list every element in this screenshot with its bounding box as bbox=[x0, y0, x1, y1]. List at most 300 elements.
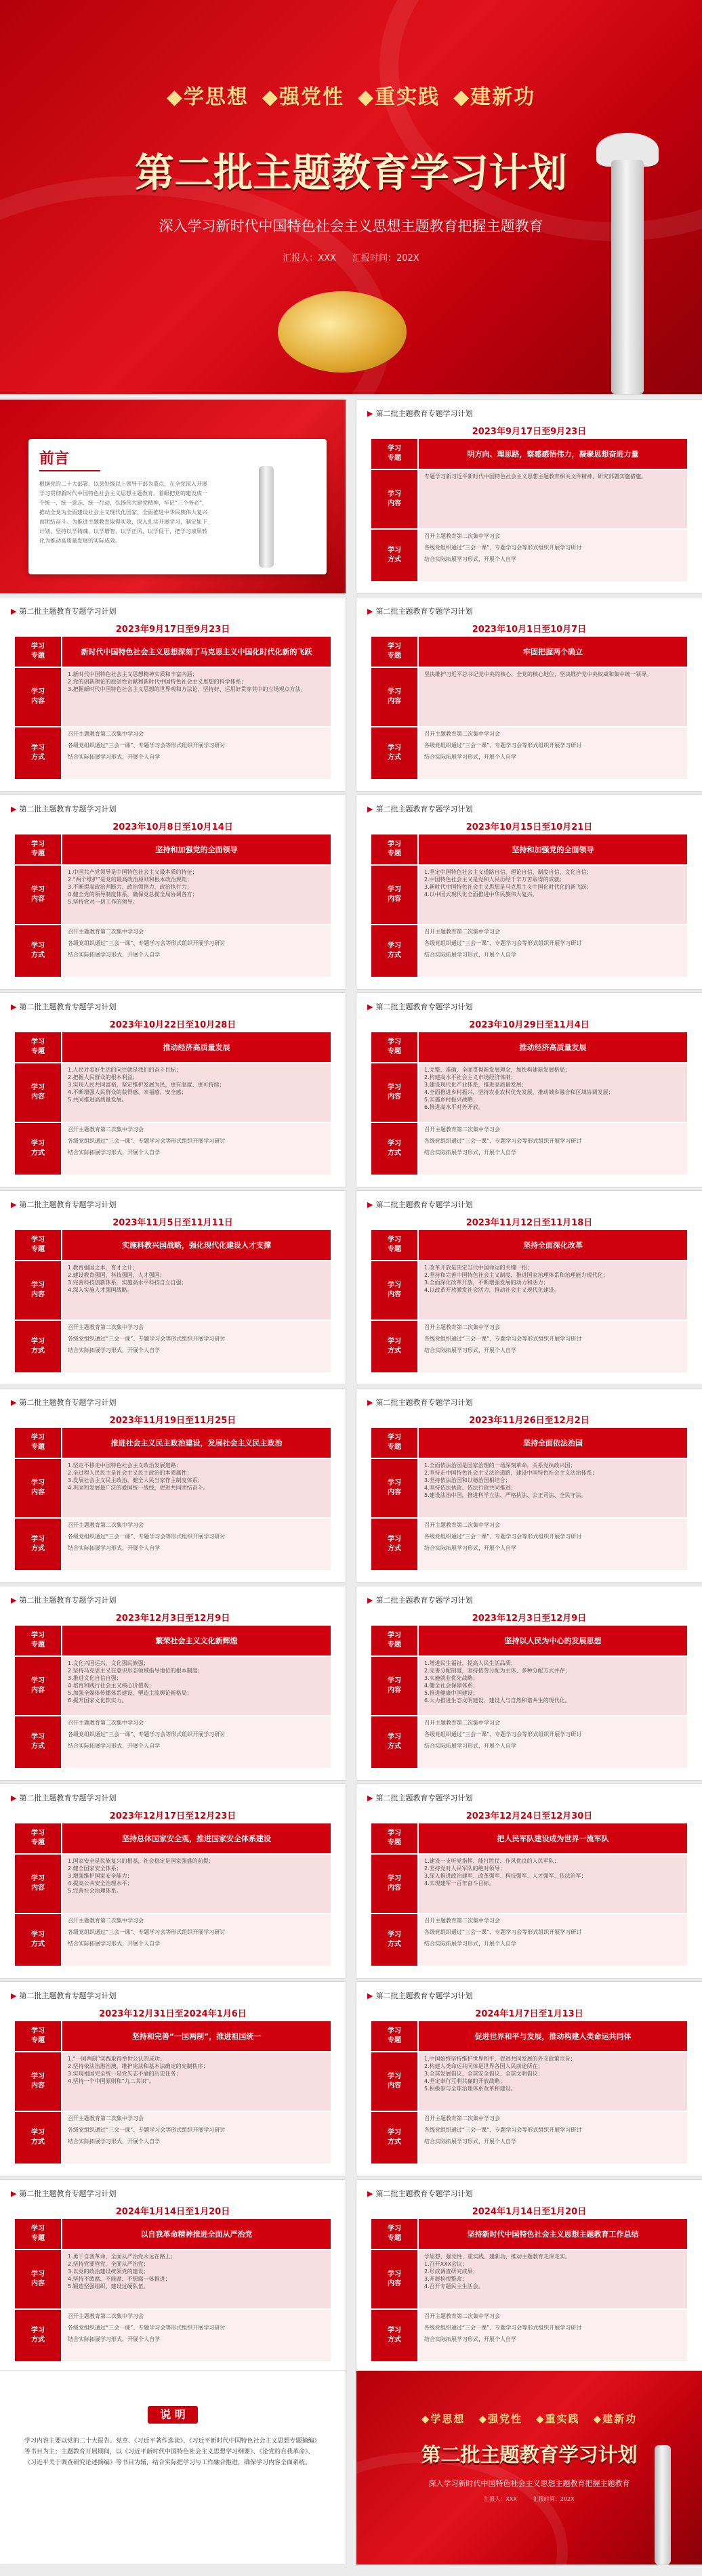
triangle-icon: ▶ bbox=[367, 1991, 373, 2000]
schedule-slide[interactable] bbox=[0, 993, 346, 1187]
content-text: 1.文化兴国运兴，文化强民族强； 2.坚持马克思主义在意识形态领域指导地位的根本制度； 3.推进文化自信自强； 4.培育和践行社会主义核心价值观； 5.加强全媒体传播体系建设，塑造主流舆论新格局； 6.提升国家文化软实力。 bbox=[62, 1657, 331, 1715]
topic-row bbox=[371, 1823, 687, 1853]
topic-label: 学习 专题 bbox=[15, 1626, 61, 1655]
content-label: 学习 内容 bbox=[15, 1459, 61, 1517]
method-label: 学习 方式 bbox=[15, 2310, 61, 2361]
date-range: 2023年12月3日至12月9日 bbox=[115, 1613, 230, 1624]
content-row bbox=[371, 2052, 687, 2111]
method-text bbox=[419, 1914, 687, 1966]
method-line: 结合实际拓展学习形式，开展个人自学 bbox=[424, 1149, 516, 1156]
method-row bbox=[15, 1321, 331, 1372]
slide-header: ▶ 第二批主题教育专题学习计划 bbox=[367, 1596, 473, 1605]
date-range: 2023年10月1日至10月7日 bbox=[472, 625, 587, 635]
topic-row bbox=[15, 1626, 331, 1655]
date-range: 2024年1月14日至1月20日 bbox=[115, 2207, 230, 2217]
method-row bbox=[371, 1123, 687, 1175]
topic-text: 新时代中国特色社会主义思想深刻了马克思主义中国化时代化新的飞跃 bbox=[62, 637, 331, 667]
divider bbox=[39, 470, 100, 471]
content-text: 1.坚定不移走中国特色社会主义政治发展道路； 2.全过程人民民主是社会主义民主政治的本质属性； 3.发展社会主义民主政治，健全人民当家作主制度体系； 4.巩固和发展最广泛的爱国统一战线，促进共同团结奋斗。 bbox=[62, 1459, 331, 1517]
method-label: 学习 方式 bbox=[15, 727, 61, 779]
date-range: 2023年12月17日至12月23日 bbox=[109, 1811, 236, 1821]
topic-text: 推动经济高质量发展 bbox=[419, 1032, 687, 1062]
preface-slide[interactable] bbox=[0, 400, 346, 593]
method-label: 学习 方式 bbox=[371, 2310, 417, 2361]
content-row bbox=[15, 1063, 331, 1122]
method-line: 结合实际拓展学习形式，开展个人自学 bbox=[424, 1941, 516, 1947]
slide-header: ▶ 第二批主题教育专题学习计划 bbox=[367, 1002, 473, 1011]
method-line: 各级党组织通过“三会一课”、专题学习会等形式组织开展学习研讨 bbox=[424, 2127, 582, 2133]
cover-meta bbox=[0, 251, 702, 263]
topic-row bbox=[371, 2021, 687, 2051]
method-row bbox=[15, 1914, 331, 1966]
topic-label: 学习 专题 bbox=[15, 2219, 61, 2249]
topic-label: 学习 专题 bbox=[371, 835, 417, 864]
triangle-icon: ▶ bbox=[367, 2189, 373, 2198]
method-line: 召开主题教育第二次集中学习会 bbox=[424, 1522, 500, 1528]
slide-header: ▶ 第二批主题教育专题学习计划 bbox=[11, 1200, 117, 1209]
topic-text: 坚持总体国家安全观，推进国家安全体系建设 bbox=[62, 1823, 331, 1853]
decor-wave bbox=[356, 2452, 568, 2564]
method-line: 召开主题教育第二次集中学习会 bbox=[424, 2115, 500, 2121]
date-range: 2023年12月31日至2024年1月6日 bbox=[99, 2009, 247, 2019]
triangle-icon: ▶ bbox=[11, 2189, 17, 2198]
topic-row bbox=[15, 1428, 331, 1458]
closing-subtitle: 深入学习新时代中国特色社会主义思想主题教育把握主题教育 bbox=[428, 2479, 630, 2488]
schedule-slide[interactable] bbox=[356, 1784, 702, 1978]
method-line: 各级党组织通过“三会一课”、专题学习会等形式组织开展学习研讨 bbox=[424, 940, 582, 946]
topic-row bbox=[15, 835, 331, 864]
triangle-icon: ▶ bbox=[367, 1398, 373, 1407]
pillar-icon bbox=[259, 466, 274, 568]
content-row bbox=[371, 2250, 687, 2308]
slide-header: ▶ 第二批主题教育专题学习计划 bbox=[11, 2189, 117, 2198]
content-label: 学习 内容 bbox=[371, 866, 417, 924]
method-line: 结合实际拓展学习形式，开展个人自学 bbox=[424, 952, 516, 958]
pillar-icon bbox=[655, 2445, 671, 2564]
method-label: 学习 方式 bbox=[371, 1123, 417, 1175]
method-line: 召开主题教育第二次集中学习会 bbox=[68, 2115, 144, 2121]
method-line: 结合实际拓展学习形式，开展个人自学 bbox=[424, 556, 516, 562]
method-line: 召开主题教育第二次集中学习会 bbox=[424, 929, 500, 935]
method-text bbox=[419, 1519, 687, 1570]
method-label: 学习 方式 bbox=[15, 1914, 61, 1966]
topic-label: 学习 专题 bbox=[371, 1823, 417, 1853]
method-text bbox=[419, 1123, 687, 1175]
content-text: 1.完整、准确、全面贯彻新发展理念，加快构建新发展格局； 2.构建高水平社会主义市场经济体制； 3.建设现代化产业体系，推进高质量发展； 4.全面推进乡村振兴，坚持农业农村优先发展，推动城乡融合和区域协调发展； 5.实施乡村振兴战略； 6.推进高水平对外开放。 bbox=[419, 1063, 687, 1122]
content-text: 1.“一国两制”实践取得举世公认的成功； 2.坚持依法治港治澳，维护宪法和基本法确定的宪制秩序； 3.实现祖国完全统一是党矢志不渝的历史任务； 4.坚持一个中国原则和“九二共识”。 bbox=[62, 2052, 331, 2111]
content-text: 1.教育强国之本，育才之计； 2.建设教育强国、科技强国、人才强国； 3.完善科技创新体系，实施高水平科技自立自强； 4.深入实施人才强国战略。 bbox=[62, 1261, 331, 1319]
triangle-icon: ▶ bbox=[367, 409, 373, 418]
triangle-icon: ▶ bbox=[367, 1794, 373, 1802]
schedule-slide[interactable] bbox=[356, 400, 702, 593]
method-row bbox=[371, 727, 687, 779]
method-label: 学习 方式 bbox=[15, 2112, 61, 2163]
content-label: 学习 内容 bbox=[371, 470, 417, 528]
method-text bbox=[419, 530, 687, 581]
method-line: 各级党组织通过“三会一课”、专题学习会等形式组织开展学习研讨 bbox=[68, 1336, 226, 1342]
method-label: 学习 方式 bbox=[371, 2112, 417, 2163]
date-range: 2023年11月12日至11月18日 bbox=[466, 1218, 593, 1228]
schedule-slide[interactable] bbox=[356, 2180, 702, 2373]
topic-text: 坚持全面依法治国 bbox=[419, 1428, 687, 1458]
slide-header: ▶ 第二批主题教育专题学习计划 bbox=[367, 1398, 473, 1407]
closing-slide[interactable] bbox=[356, 2371, 702, 2564]
topic-row bbox=[371, 1428, 687, 1458]
slide-header: ▶ 第二批主题教育专题学习计划 bbox=[367, 805, 473, 814]
method-text bbox=[62, 1321, 331, 1372]
date-range: 2023年10月29日至11月4日 bbox=[469, 1020, 590, 1030]
content-label: 学习 内容 bbox=[15, 2250, 61, 2308]
schedule-slide[interactable] bbox=[356, 1586, 702, 1780]
topic-text: 以自我革命精神推进全面从严治党 bbox=[62, 2219, 331, 2249]
content-text: 1.勇于自我革命，全面从严治党永远在路上； 2.坚持党要管党、全面从严治党； 3.以党的政治建设统领党的建设； 4.坚持不敢腐、不能腐、不想腐一体推进； 5.锻造坚强组织，建设过硬队伍。 bbox=[62, 2250, 331, 2308]
slide-header: ▶ 第二批主题教育专题学习计划 bbox=[367, 409, 473, 418]
closing-slogans: ◆学思想 ◆强党性 ◆重实践 ◆建新功 bbox=[421, 2413, 638, 2425]
date-range: 2023年9月17日至9月23日 bbox=[472, 427, 587, 437]
schedule-slide[interactable] bbox=[0, 1982, 346, 2176]
method-text bbox=[62, 2112, 331, 2163]
method-line: 召开主题教育第二次集中学习会 bbox=[68, 1522, 144, 1528]
content-label: 学习 内容 bbox=[15, 1261, 61, 1319]
method-line: 召开主题教育第二次集中学习会 bbox=[424, 533, 500, 539]
method-line: 结合实际拓展学习形式，开展个人自学 bbox=[424, 754, 516, 760]
topic-text: 推进社会主义民主政治建设，发展社会主义民主政治 bbox=[62, 1428, 331, 1458]
date-range: 2023年12月3日至12月9日 bbox=[472, 1613, 587, 1624]
method-row bbox=[371, 2310, 687, 2361]
content-row bbox=[15, 2052, 331, 2111]
content-row bbox=[371, 1855, 687, 1913]
method-label: 学习 方式 bbox=[15, 1716, 61, 1768]
method-row bbox=[371, 1321, 687, 1372]
method-text bbox=[419, 727, 687, 779]
triangle-icon: ▶ bbox=[367, 1002, 373, 1011]
content-row bbox=[371, 1459, 687, 1517]
topic-row bbox=[371, 439, 687, 469]
method-line: 结合实际拓展学习形式，开展个人自学 bbox=[68, 1545, 160, 1551]
topic-label: 学习 专题 bbox=[371, 439, 417, 469]
date-range: 2023年11月19日至11月25日 bbox=[109, 1416, 236, 1426]
slide-header: ▶ 第二批主题教育专题学习计划 bbox=[367, 2189, 473, 2198]
triangle-icon: ▶ bbox=[367, 1596, 373, 1605]
method-line: 召开主题教育第二次集中学习会 bbox=[68, 1720, 144, 1726]
topic-label: 学习 专题 bbox=[15, 1230, 61, 1260]
topic-row bbox=[371, 1626, 687, 1655]
method-line: 结合实际拓展学习形式，开展个人自学 bbox=[424, 2336, 516, 2342]
note-slide[interactable] bbox=[0, 2371, 346, 2564]
topic-row bbox=[371, 1230, 687, 1260]
date-range: 2023年10月15日至10月21日 bbox=[466, 822, 593, 832]
topic-text: 明方向、理思路，察感感悟伟力，凝聚思想奋进力量 bbox=[419, 439, 687, 469]
method-row bbox=[371, 1914, 687, 1966]
content-label: 学习 内容 bbox=[15, 866, 61, 924]
method-row bbox=[371, 925, 687, 977]
topic-text: 繁荣社会主义文化新辉煌 bbox=[62, 1626, 331, 1655]
method-line: 各级党组织通过“三会一课”、专题学习会等形式组织开展学习研讨 bbox=[424, 1731, 582, 1737]
method-line: 各级党组织通过“三会一课”、专题学习会等形式组织开展学习研讨 bbox=[424, 1336, 582, 1342]
method-label: 学习 方式 bbox=[15, 1123, 61, 1175]
cover-slide[interactable] bbox=[0, 0, 702, 394]
slide-header: ▶ 第二批主题教育专题学习计划 bbox=[367, 607, 473, 616]
preface-card bbox=[28, 439, 327, 574]
schedule-slide[interactable] bbox=[356, 597, 702, 791]
schedule-slide[interactable] bbox=[0, 597, 346, 791]
method-line: 结合实际拓展学习形式，开展个人自学 bbox=[424, 2138, 516, 2145]
triangle-icon: ▶ bbox=[367, 805, 373, 814]
schedule-slide[interactable] bbox=[0, 1191, 346, 1385]
topic-label: 学习 专题 bbox=[371, 1626, 417, 1655]
method-line: 召开主题教育第二次集中学习会 bbox=[68, 1324, 144, 1330]
topic-label: 学习 专题 bbox=[371, 1230, 417, 1260]
method-line: 各级党组织通过“三会一课”、专题学习会等形式组织开展学习研讨 bbox=[424, 545, 582, 551]
content-row bbox=[15, 2250, 331, 2308]
method-text bbox=[62, 2310, 331, 2361]
date-range: 2023年11月5日至11月11日 bbox=[112, 1218, 233, 1228]
topic-text: 实施科教兴国战略，强化现代化建设人才支撑 bbox=[62, 1230, 331, 1260]
triangle-icon: ▶ bbox=[11, 607, 17, 616]
topic-text: 坚持和完善“一国两制”，推进祖国统一 bbox=[62, 2021, 331, 2051]
method-line: 结合实际拓展学习形式，开展个人自学 bbox=[424, 1347, 516, 1353]
method-line: 结合实际拓展学习形式，开展个人自学 bbox=[68, 754, 160, 760]
schedule-slide[interactable] bbox=[356, 1389, 702, 1582]
content-row bbox=[15, 866, 331, 924]
topic-row bbox=[15, 2219, 331, 2249]
method-text bbox=[419, 2112, 687, 2163]
method-line: 结合实际拓展学习形式，开展个人自学 bbox=[68, 952, 160, 958]
content-row bbox=[371, 1261, 687, 1319]
topic-row bbox=[15, 1230, 331, 1260]
topic-row bbox=[371, 637, 687, 667]
method-label: 学习 方式 bbox=[371, 1716, 417, 1768]
method-row bbox=[15, 925, 331, 977]
triangle-icon: ▶ bbox=[11, 1002, 17, 1011]
method-line: 各级党组织通过“三会一课”、专题学习会等形式组织开展学习研讨 bbox=[424, 742, 582, 748]
schedule-slide[interactable] bbox=[0, 2180, 346, 2373]
topic-text: 坚持全面深化改革 bbox=[419, 1230, 687, 1260]
method-line: 各级党组织通过“三会一课”、专题学习会等形式组织开展学习研讨 bbox=[68, 1534, 226, 1540]
content-text: 1.中国共产党领导是中国特色社会主义最本质的特征； 2.“两个维护”是党的最高政治原则和根本政治规矩； 3.不断提高政治判断力、政治领悟力、政治执行力； 4.健全党的领导制度体系，确保党总揽全局协调各方； 5.坚持党对一切工作的领导。 bbox=[62, 866, 331, 924]
method-line: 召开主题教育第二次集中学习会 bbox=[68, 731, 144, 737]
topic-text: 坚持新时代中国特色社会主义思想主题教育工作总结 bbox=[419, 2219, 687, 2249]
content-label: 学习 内容 bbox=[371, 1459, 417, 1517]
topic-text: 促进世界和平与发展，推动构建人类命运共同体 bbox=[419, 2021, 687, 2051]
topic-row bbox=[15, 637, 331, 667]
note-text: 学习内容主要以党的二十大报告、党章、《习近平著作选读》、《习近平新时代中国特色社会主义思想专题摘编》等书目为主；主题教育开展期间，以《习近平新时代中国特色社会主义思想学习纲要》、《论党的自我革命》、《习近平关于调查研究论述摘编》等书目为辅，结合实际把学习与工作融合推进，确保学习内容全面系统。 bbox=[24, 2438, 321, 2466]
content-row bbox=[15, 1855, 331, 1913]
schedule-slide[interactable] bbox=[0, 1784, 346, 1978]
topic-label: 学习 专题 bbox=[371, 2219, 417, 2249]
topic-row bbox=[371, 2219, 687, 2249]
note-title: 说 明 bbox=[148, 2406, 198, 2424]
method-line: 召开主题教育第二次集中学习会 bbox=[68, 2313, 144, 2319]
method-line: 结合实际拓展学习形式，开展个人自学 bbox=[68, 1941, 160, 1947]
schedule-slide[interactable] bbox=[0, 1389, 346, 1582]
content-text: 1.增进民生福祉，提高人民生活品质； 2.完善分配制度，坚持按劳分配为主体、多种分配方式并存； 3.实施就业优先战略； 4.健全社会保障体系； 5.推进健康中国建设； 6.大力推进生态文明建设，建设人与自然和谐共生的现代化。 bbox=[419, 1657, 687, 1715]
topic-label: 学习 专题 bbox=[15, 1032, 61, 1062]
content-text: 1.中国始终坚持维护世界和平、促进共同发展的外交政策宗旨； 2.构建人类命运共同体是世界各国人民前途所在； 3.全球发展倡议、全球安全倡议、全球文明倡议； 4.坚定奉行互利共赢的开放战略； 5.积极参与全球治理体系改革和建设。 bbox=[419, 2052, 687, 2111]
content-label: 学习 内容 bbox=[371, 1261, 417, 1319]
method-row bbox=[371, 1519, 687, 1570]
method-row bbox=[15, 1123, 331, 1175]
slide-header: ▶ 第二批主题教育专题学习计划 bbox=[367, 1991, 473, 2000]
triangle-icon: ▶ bbox=[11, 1991, 17, 2000]
content-label: 学习 内容 bbox=[371, 2250, 417, 2308]
content-row bbox=[15, 1657, 331, 1715]
method-line: 结合实际拓展学习形式，开展个人自学 bbox=[424, 1545, 516, 1551]
content-label: 学习 内容 bbox=[371, 668, 417, 726]
closing-title: 第二批主题教育学习计划 bbox=[421, 2443, 638, 2466]
content-row bbox=[371, 668, 687, 726]
triangle-icon: ▶ bbox=[367, 607, 373, 616]
content-label: 学习 内容 bbox=[371, 1657, 417, 1715]
method-text bbox=[62, 1716, 331, 1768]
method-text bbox=[62, 1519, 331, 1570]
method-label: 学习 方式 bbox=[15, 1519, 61, 1570]
method-line: 召开主题教育第二次集中学习会 bbox=[424, 1720, 500, 1726]
time-label: 汇报时间：202X bbox=[352, 253, 419, 263]
topic-row bbox=[15, 2021, 331, 2051]
content-row bbox=[371, 1657, 687, 1715]
content-row bbox=[371, 866, 687, 924]
method-line: 结合实际拓展学习形式，开展个人自学 bbox=[68, 1149, 160, 1156]
content-text: 1.国家安全是民族复兴的根基，社会稳定是国家强盛的前提； 2.健全国家安全体系； 3.增强维护国家安全能力； 4.提高公共安全治理水平； 5.完善社会治理体系。 bbox=[62, 1855, 331, 1913]
content-label: 学习 内容 bbox=[15, 1657, 61, 1715]
method-row bbox=[15, 2112, 331, 2163]
content-label: 学习 内容 bbox=[371, 1063, 417, 1122]
preface-text: 根据党的二十大部署，以县处级以上领导干部为重点，在全党深入开展学习贯彻新时代中国特色社会主义思想主题教育。着眼把党的建设成一个统一、统一意志、统一行动，弘扬伟大建党精神，牢记“三个务必”，推动全党为全面建设社会主义现代化国家、全面推进中华民族伟大复兴而团结奋斗。为推进主题教育取得实效，深入扎实开展学习，制定如下计划，坚持以学铸魂、以学增智、以学正风、以学促干，把学习成果转化为推动高质量发展的实际成效。 bbox=[39, 481, 208, 544]
method-line: 召开主题教育第二次集中学习会 bbox=[68, 1918, 144, 1924]
topic-label: 学习 专题 bbox=[15, 1428, 61, 1458]
method-label: 学习 方式 bbox=[371, 1321, 417, 1372]
cover-title: 第二批主题教育学习计划 bbox=[134, 150, 567, 196]
content-text: 学思想、强党性、重实践、建新功，推动主题教育走深走实。 1.召开XXX会议； 2.形成调查研究成果； 3.开展检视整改； 4.召开专题民主生活会。 bbox=[419, 2250, 687, 2308]
method-label: 学习 方式 bbox=[15, 925, 61, 977]
content-row bbox=[371, 470, 687, 528]
method-line: 各级党组织通过“三会一课”、专题学习会等形式组织开展学习研讨 bbox=[424, 2325, 582, 2331]
method-line: 召开主题教育第二次集中学习会 bbox=[424, 1324, 500, 1330]
schedule-slide[interactable] bbox=[0, 1586, 346, 1780]
schedule-slide[interactable] bbox=[356, 993, 702, 1187]
content-label: 学习 内容 bbox=[15, 2052, 61, 2111]
method-line: 结合实际拓展学习形式，开展个人自学 bbox=[424, 1743, 516, 1749]
content-text: 1.改革开放是决定当代中国命运的关键一招； 2.坚持和完善中国特色社会主义制度，推进国家治理体系和治理能力现代化； 3.全面深化改革开放，不断增强发展的动力和活力； 4.以改革开放激发社会活力，推动社会主义现代化建设。 bbox=[419, 1261, 687, 1319]
method-text bbox=[419, 1321, 687, 1372]
cover-slogans: ◆学思想 ◆强党性 ◆重实践 ◆建新功 bbox=[166, 85, 536, 109]
method-line: 各级党组织通过“三会一课”、专题学习会等形式组织开展学习研讨 bbox=[68, 742, 226, 748]
preface-title: 前言 bbox=[39, 450, 70, 467]
slide-header: ▶ 第二批主题教育专题学习计划 bbox=[11, 1991, 117, 2000]
schedule-slide[interactable] bbox=[356, 795, 702, 989]
content-row bbox=[15, 668, 331, 726]
method-label: 学习 方式 bbox=[371, 925, 417, 977]
content-row bbox=[15, 1459, 331, 1517]
method-row bbox=[371, 530, 687, 581]
slide-header: ▶ 第二批主题教育专题学习计划 bbox=[11, 1002, 117, 1011]
method-text bbox=[62, 925, 331, 977]
method-line: 各级党组织通过“三会一课”、专题学习会等形式组织开展学习研讨 bbox=[424, 1138, 582, 1144]
topic-label: 学习 专题 bbox=[15, 835, 61, 864]
content-text: 1.新时代中国特色社会主义思想精神实质和丰富内涵； 2.党的创新理论的原创性贡献和新时代中国特色社会主义思想的科学体系； 3.把握新时代中国特色社会主义思想的世界观和方法论，坚持好、运用好贯穿其中的立场观点方法。 bbox=[62, 668, 331, 726]
topic-label: 学习 专题 bbox=[371, 1428, 417, 1458]
date-range: 2024年1月7日至1月13日 bbox=[475, 2009, 583, 2019]
content-label: 学习 内容 bbox=[371, 2052, 417, 2111]
method-line: 结合实际拓展学习形式，开展个人自学 bbox=[68, 1743, 160, 1749]
content-row bbox=[15, 1261, 331, 1319]
closing-meta: 汇报人：XXX 汇报时间：202X bbox=[484, 2496, 575, 2502]
topic-text: 坚持以人民为中心的发展思想 bbox=[419, 1626, 687, 1655]
method-line: 各级党组织通过“三会一课”、专题学习会等形式组织开展学习研讨 bbox=[424, 1929, 582, 1935]
method-label: 学习 方式 bbox=[371, 1519, 417, 1570]
reporter-label: 汇报人：XXX bbox=[283, 253, 336, 263]
method-label: 学习 方式 bbox=[371, 727, 417, 779]
decor-wave bbox=[379, 0, 702, 241]
method-text bbox=[419, 2310, 687, 2361]
content-text: 1.人民对美好生活的向往就是我们的奋斗目标； 2.把握人民群众的根本利益； 3.实现人民共同富裕，坚定维护发展为民，更有温度、更可持续； 4.不断增强人民群众的获得感、幸福感、安全感； 5.共同推进高质量发展。 bbox=[62, 1063, 331, 1122]
date-range: 2023年9月17日至9月23日 bbox=[115, 625, 230, 635]
method-line: 各级党组织通过“三会一课”、专题学习会等形式组织开展学习研讨 bbox=[68, 1138, 226, 1144]
method-line: 各级党组织通过“三会一课”、专题学习会等形式组织开展学习研讨 bbox=[68, 940, 226, 946]
method-text bbox=[419, 1716, 687, 1768]
topic-label: 学习 专题 bbox=[371, 1032, 417, 1062]
method-line: 召开主题教育第二次集中学习会 bbox=[424, 731, 500, 737]
slide-header: ▶ 第二批主题教育专题学习计划 bbox=[367, 1794, 473, 1802]
date-range: 2023年10月22日至10月28日 bbox=[109, 1020, 236, 1030]
method-row bbox=[371, 2112, 687, 2163]
topic-label: 学习 专题 bbox=[15, 2021, 61, 2051]
method-row bbox=[15, 2310, 331, 2361]
cover-subtitle: 深入学习新时代中国特色社会主义思想主题教育把握主题教育 bbox=[159, 218, 543, 234]
triangle-icon: ▶ bbox=[11, 1398, 17, 1407]
schedule-slide[interactable] bbox=[356, 1982, 702, 2176]
triangle-icon: ▶ bbox=[11, 805, 17, 814]
date-range: 2023年11月26日至12月2日 bbox=[469, 1416, 590, 1426]
method-label: 学习 方式 bbox=[15, 1321, 61, 1372]
schedule-slide[interactable] bbox=[0, 795, 346, 989]
topic-text: 把人民军队建设成为世界一流军队 bbox=[419, 1823, 687, 1853]
party-emblem-icon bbox=[278, 291, 407, 373]
method-line: 召开主题教育第二次集中学习会 bbox=[68, 929, 144, 935]
method-line: 各级党组织通过“三会一课”、专题学习会等形式组织开展学习研讨 bbox=[424, 1534, 582, 1540]
topic-label: 学习 专题 bbox=[15, 637, 61, 667]
method-label: 学习 方式 bbox=[371, 1914, 417, 1966]
content-text: 1.全面依法治国是国家治理的一场深刻革命，关系党执政兴国； 2.坚持走中国特色社会主义法治道路，建设中国特色社会主义法治体系； 3.坚持依法治国和以德治国相结合； 4.坚持依法执政、依法行政共同推进； 5.建设法治中国，推进科学立法、严格执法、公正司法、全民守法。 bbox=[419, 1459, 687, 1517]
method-line: 各级党组织通过“三会一课”、专题学习会等形式组织开展学习研讨 bbox=[68, 1929, 226, 1935]
method-row bbox=[15, 727, 331, 779]
method-row bbox=[371, 1716, 687, 1768]
method-line: 结合实际拓展学习形式，开展个人自学 bbox=[68, 2138, 160, 2145]
method-line: 各级党组织通过“三会一课”、专题学习会等形式组织开展学习研讨 bbox=[68, 2127, 226, 2133]
method-text bbox=[62, 1123, 331, 1175]
content-text: 专题学习新习近平新时代中国特色社会主义思想主题教育相关文件精神，研究部署实施措施。 bbox=[419, 470, 687, 528]
slide-header: ▶ 第二批主题教育专题学习计划 bbox=[11, 1398, 117, 1407]
slide-header: ▶ 第二批主题教育专题学习计划 bbox=[11, 805, 117, 814]
slide-header: ▶ 第二批主题教育专题学习计划 bbox=[11, 607, 117, 616]
method-line: 召开主题教育第二次集中学习会 bbox=[424, 1918, 500, 1924]
content-text: 1.建设一支听党指挥、能打胜仗、作风优良的人民军队； 2.坚持党对人民军队的绝对领导； 3.深入推进政治建军、改革强军、科技强军、人才强军、依法治军； 4.实现建军一百年奋斗目标。 bbox=[419, 1855, 687, 1913]
method-line: 召开主题教育第二次集中学习会 bbox=[424, 2313, 500, 2319]
method-text bbox=[419, 925, 687, 977]
schedule-slide[interactable] bbox=[356, 1191, 702, 1385]
content-text: 坚决维护习近平总书记党中央的核心、全党的核心地位，坚决维护党中央权威和集中统一领导。 bbox=[419, 668, 687, 726]
topic-row bbox=[15, 1823, 331, 1853]
method-label: 学习 方式 bbox=[371, 530, 417, 581]
method-text bbox=[62, 1914, 331, 1966]
content-label: 学习 内容 bbox=[15, 1855, 61, 1913]
method-line: 各级党组织通过“三会一课”、专题学习会等形式组织开展学习研讨 bbox=[68, 1731, 226, 1737]
topic-row bbox=[371, 835, 687, 864]
triangle-icon: ▶ bbox=[367, 1200, 373, 1209]
content-row bbox=[371, 1063, 687, 1122]
slide-header: ▶ 第二批主题教育专题学习计划 bbox=[11, 1794, 117, 1802]
